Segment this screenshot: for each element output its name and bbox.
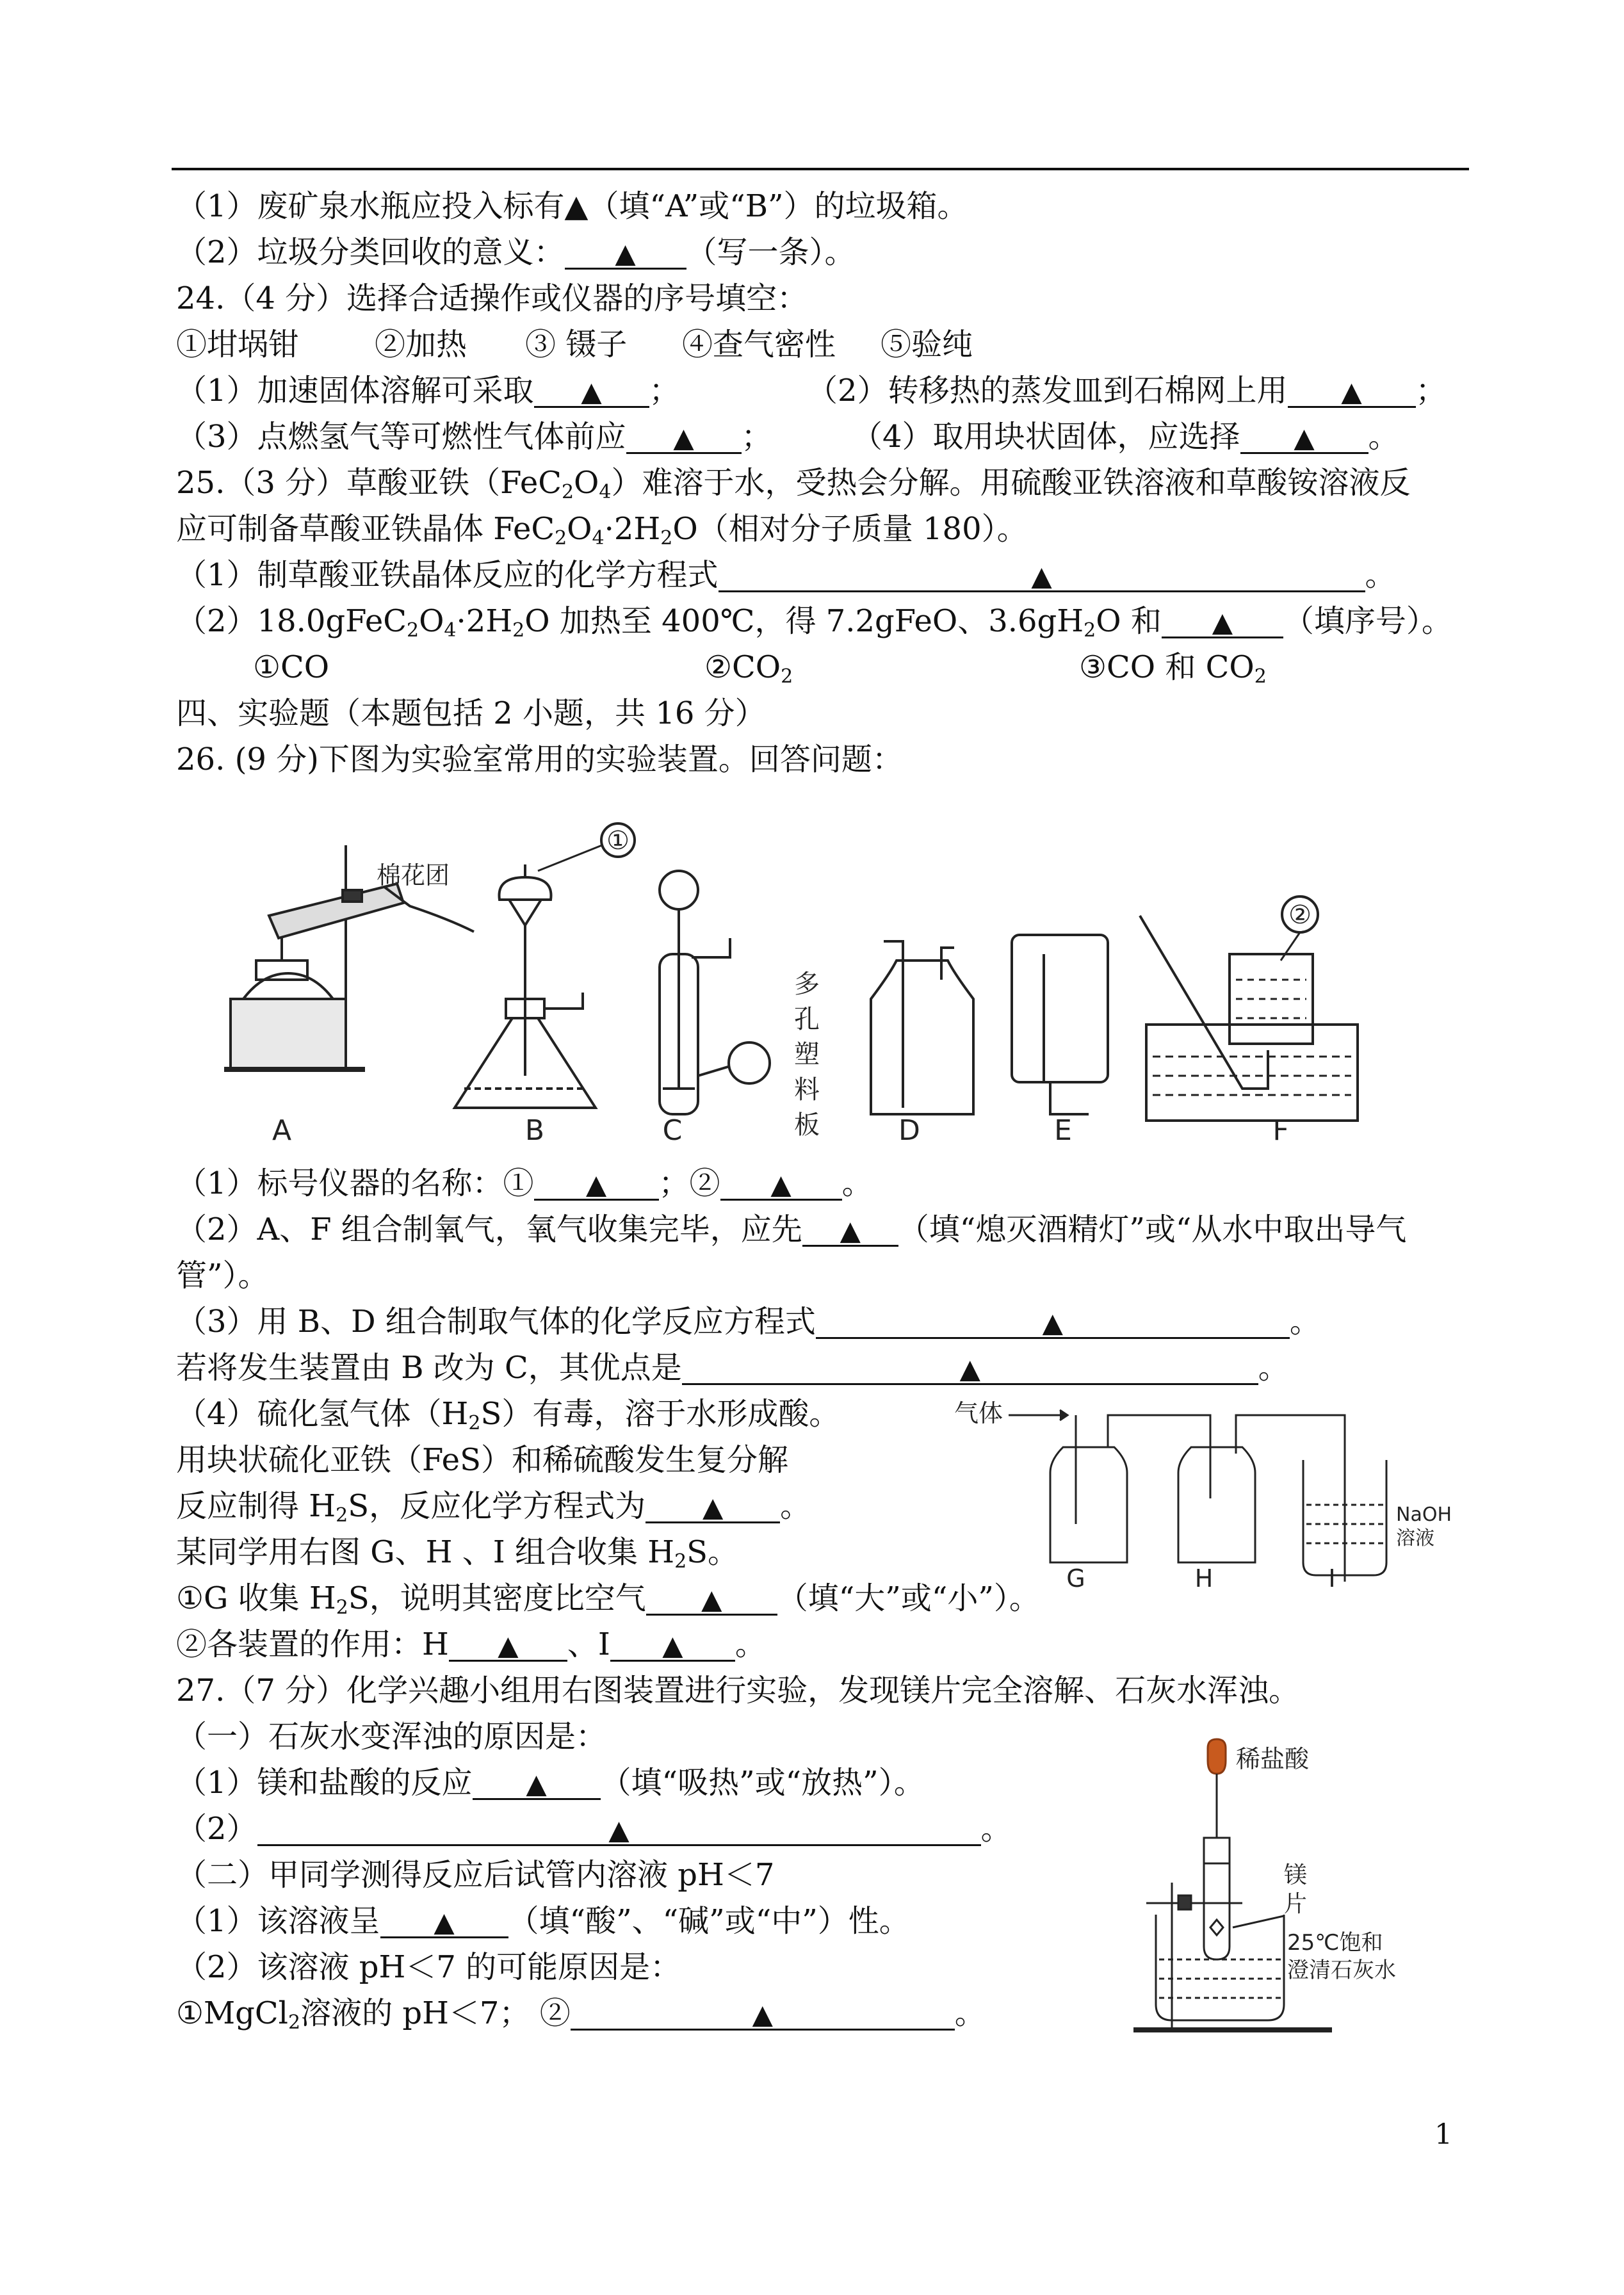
- apparatus-c: [660, 871, 770, 1114]
- q23-line1: （1）废矿泉水瓶应投入标有▲（填“A”或“B”）的垃圾箱。: [176, 188, 968, 224]
- acid-label: 稀盐酸: [1236, 1745, 1310, 1773]
- limewater-label-2: 澄清石灰水: [1287, 1958, 1396, 1983]
- answer-blank[interactable]: ▲: [1288, 373, 1416, 408]
- label-e: E: [1054, 1114, 1072, 1147]
- q26-sub3: （3）用 B、D 组合制取气体的化学反应方程式 ▲ 。: [176, 1304, 1320, 1340]
- label-g: G: [1066, 1564, 1085, 1588]
- mg-label-1: 镁: [1284, 1862, 1308, 1888]
- answer-blank[interactable]: ▲: [1240, 419, 1368, 454]
- q27-part1: （一）石灰水变浑浊的原因是：: [176, 1719, 607, 1755]
- magnesium-figure: [1114, 1735, 1473, 2036]
- apparatus-b: [455, 864, 596, 1108]
- q27-title: 27.（7 分）化学兴趣小组用右图装置进行实验，发现镁片完全溶解、石灰水浑浊。: [176, 1673, 1300, 1708]
- q26-sub2: （2）A、F 组合制氧气，氧气收集完毕，应先 ▲ （填“熄灭酒精灯”或“从水中取出导气: [176, 1212, 1407, 1247]
- gas-label: 气体: [954, 1399, 1003, 1427]
- q23-line2: （2）垃圾分类回收的意义： ▲ （写一条）。: [176, 234, 856, 270]
- answer-blank[interactable]: ▲: [449, 1626, 567, 1662]
- q24-line1-right: （2）转移热的蒸发皿到石棉网上用 ▲ ；: [807, 373, 1447, 409]
- label-a: A: [272, 1114, 292, 1147]
- bottle-g: [1050, 1415, 1127, 1562]
- q24-title: 24.（4 分）选择合适操作或仪器的序号填空：: [176, 280, 808, 316]
- naoh-label: NaOH: [1396, 1504, 1452, 1526]
- answer-blank[interactable]: ▲: [646, 1580, 777, 1616]
- q26-title: 26. (9 分)下图为实验室常用的实验装置。回答问题：: [176, 742, 903, 777]
- page-number: 1: [1434, 2118, 1452, 2151]
- q27-part2-sub2: （2）该溶液 pH＜7 的可能原因是：: [176, 1949, 681, 1985]
- label-mark-1: ①: [606, 826, 629, 856]
- q24-line1: （1）加速固体溶解可采取 ▲ ；: [176, 373, 680, 409]
- answer-blank[interactable]: ▲: [646, 1488, 780, 1523]
- q25-sub1: （1）制草酸亚铁晶体反应的化学方程式 ▲ 。: [176, 557, 1396, 593]
- q27-part2: （二）甲同学测得反应后试管内溶液 pH＜7: [176, 1857, 775, 1893]
- q26-sub1: （1）标号仪器的名称：① ▲ ；② ▲ 。: [176, 1165, 873, 1201]
- answer-blank[interactable]: ▲: [565, 234, 686, 270]
- solution-label: 溶液: [1396, 1527, 1434, 1550]
- answer-blank[interactable]: ▲: [816, 1304, 1290, 1339]
- mg-label-2: 片: [1284, 1891, 1308, 1917]
- q26-sub4-a: ①G 收集 $H_2S$，说明其密度比空气 ▲ （填“大”或“小”）。: [176, 1580, 1040, 1619]
- q24-line2-right: （4）取用块状固体，应选择 ▲ 。: [852, 419, 1399, 455]
- answer-blank[interactable]: ▲: [571, 1995, 955, 2031]
- q25-sub2: $(2)18.0gFeC_2O_4\cdot 2H_2O$ 加热至 400℃，得 7.2gFeO、$3.6gH_2O$ 和 ▲ （填序号）。: [176, 603, 1452, 642]
- q25-line2: 应可制备草酸亚铁晶体 $FeC_2O_4\cdot 2H_2O$（相对分子质量 180）。: [176, 511, 1028, 549]
- answer-blank[interactable]: ▲: [534, 373, 649, 408]
- header-rule: [172, 168, 1469, 170]
- label-c: C: [662, 1114, 683, 1147]
- q27-part1-sub1: （1）镁和盐酸的反应 ▲ （填“吸热”或“放热”）。: [176, 1765, 925, 1801]
- apparatus-d: [871, 941, 973, 1114]
- q26-sub4-l3: 反应制得 $H_2S$，反应化学方程式为 ▲ 。: [176, 1488, 811, 1527]
- limewater-label-1: 25℃饱和: [1287, 1930, 1383, 1956]
- answer-blank[interactable]: ▲: [719, 557, 1365, 592]
- label-f: F: [1272, 1114, 1289, 1147]
- answer-blank[interactable]: ▲: [626, 419, 742, 454]
- q26-sub4-l4: 某同学用右图 G、H 、I 组合收集 $H_2S$。: [176, 1534, 739, 1573]
- section-4-title: 四、实验题（本题包括 2 小题，共 16 分）: [176, 695, 766, 731]
- label-i: I: [1328, 1564, 1336, 1588]
- q25-line1: 25.（3 分）草酸亚铁$(FeC_2O_4)$难溶于水，受热会分解。用硫酸亚铁溶液和草酸铵溶液反: [176, 465, 1411, 503]
- answer-blank[interactable]: ▲: [534, 1165, 659, 1201]
- answer-blank[interactable]: ▲: [682, 1350, 1258, 1385]
- apparatus-f: [1140, 916, 1358, 1121]
- cotton-label: 棉花团: [377, 861, 450, 889]
- answer-blank[interactable]: ▲: [802, 1212, 898, 1247]
- gas-collection-figure: [948, 1396, 1473, 1588]
- apparatus-e: [1012, 935, 1108, 1114]
- q26-sub4-b: ②各装置的作用：H ▲ 、I ▲ 。: [176, 1626, 766, 1662]
- q24-line2: （3）点燃氢气等可燃性气体前应 ▲ ；: [176, 419, 772, 455]
- q26-sub2-cont: 管”）。: [176, 1258, 269, 1293]
- label-b: B: [524, 1114, 545, 1147]
- label-h: H: [1194, 1564, 1214, 1588]
- answer-blank[interactable]: ▲: [257, 1811, 981, 1846]
- q27-part2-sub1: （1）该溶液呈 ▲ （填“酸”、“碱”或“中”）性。: [176, 1903, 910, 1939]
- answer-blank[interactable]: ▲: [564, 188, 589, 224]
- answer-blank[interactable]: ▲: [380, 1903, 508, 1938]
- q27-part1-sub2: （2） ▲ 。: [176, 1811, 1012, 1847]
- bottle-h: [1178, 1415, 1345, 1582]
- label-mark-2: ②: [1288, 900, 1311, 930]
- answer-blank[interactable]: ▲: [473, 1765, 601, 1800]
- q26-sub4: （4）硫化氢气体$(H_2S)$有毒，溶于水形成酸。: [176, 1396, 840, 1434]
- q26-sub4-l2: 用块状硫化亚铁（FeS）和稀硫酸发生复分解: [176, 1442, 788, 1478]
- q26-sub3-cont: 若将发生装置由 B 改为 C，其优点是 ▲ 。: [176, 1350, 1289, 1386]
- answer-blank[interactable]: ▲: [720, 1165, 842, 1201]
- answer-blank[interactable]: ▲: [1162, 603, 1283, 638]
- porous-plate-label: 多 孔 塑 料 板: [794, 969, 820, 1140]
- label-d: D: [898, 1114, 920, 1147]
- answer-blank[interactable]: ▲: [610, 1626, 735, 1662]
- apparatus-figure: [218, 807, 1498, 1153]
- q27-part2-sub3: ①MgCl$_2$溶液的 pH＜7； ② ▲ 。: [176, 1995, 986, 2034]
